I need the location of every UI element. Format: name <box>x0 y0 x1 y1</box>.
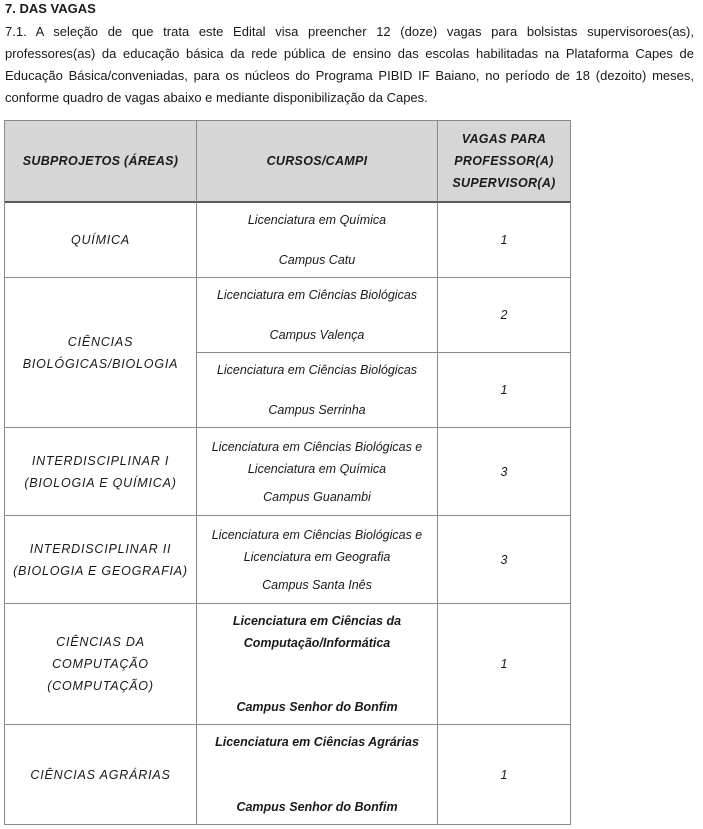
row-curso-biologia-serrinha <box>197 353 438 428</box>
campus-name: Campus Valença <box>269 328 365 342</box>
vagas-count: 3 <box>500 552 508 567</box>
row-area-line: (BIOLOGIA E GEOGRAFIA) <box>13 563 188 578</box>
row-vagas-computacao <box>438 604 571 725</box>
row-curso-interdisciplinar-1 <box>197 428 438 516</box>
campus-name: Campus Guanambi <box>263 489 371 504</box>
vagas-count: 1 <box>500 233 508 247</box>
header-area <box>5 121 197 203</box>
row-area-line: (COMPUTAÇÃO) <box>47 679 154 693</box>
campus-name: Campus Senhor do Bonfim <box>236 700 398 714</box>
row-curso-quimica <box>197 203 438 278</box>
vagas-count: 2 <box>500 308 508 322</box>
header-vagas-line-1: VAGAS PARA <box>461 132 547 146</box>
row-vagas-interdisciplinar-1 <box>438 428 571 516</box>
curso-name: Licenciatura em Ciências da <box>232 614 402 628</box>
curso-name: Licenciatura em Ciências Biológicas e <box>211 527 423 542</box>
header-vagas-line-2: PROFESSOR(A) <box>454 154 554 168</box>
campus-name: Campus Senhor do Bonfim <box>236 800 398 814</box>
row-curso-agrarias <box>197 725 438 825</box>
row-area-agrarias <box>5 725 197 825</box>
row-area-interdisciplinar-2 <box>5 516 197 604</box>
curso-name: Licenciatura em Ciências Biológicas e <box>211 439 423 454</box>
campus-name: Campus Catu <box>278 253 356 267</box>
row-area-line: CIÊNCIAS <box>67 334 134 349</box>
row-vagas-quimica <box>438 203 571 278</box>
row-area-line: CIÊNCIAS DA COMPUTAÇÃO <box>52 635 149 671</box>
campus-name: Campus Serrinha <box>268 403 366 417</box>
vagas-count: 1 <box>500 767 508 782</box>
curso-name: Licenciatura em Química <box>247 461 387 476</box>
row-curso-computacao <box>197 604 438 725</box>
header-cursos <box>197 121 438 203</box>
row-area-line: INTERDISCIPLINAR I <box>31 453 170 468</box>
curso-name: Licenciatura em Ciências Biológicas <box>216 288 418 302</box>
row-area-computacao <box>5 604 197 725</box>
curso-name: Licenciatura em Química <box>247 213 387 227</box>
row-area-biologia <box>5 278 197 428</box>
row-area-interdisciplinar-1 <box>5 428 197 516</box>
vacancies-table <box>4 120 571 825</box>
curso-name: Licenciatura em Ciências Agrárias <box>215 735 419 749</box>
vagas-count: 3 <box>500 464 508 479</box>
curso-name: Licenciatura em Geografia <box>243 549 391 564</box>
row-area-quimica <box>5 203 197 278</box>
row-curso-interdisciplinar-2 <box>197 516 438 604</box>
curso-name: Computação/Informática <box>243 636 391 650</box>
header-vagas-line-3: SUPERVISOR(A) <box>452 176 556 190</box>
section-title: 7. DAS VAGAS <box>5 1 96 16</box>
row-area-line: (BIOLOGIA E QUÍMICA) <box>24 475 177 490</box>
row-vagas-biologia-valenca <box>438 278 571 353</box>
vagas-count: 1 <box>500 657 508 671</box>
row-area-line: CIÊNCIAS AGRÁRIAS <box>30 767 171 782</box>
row-area-line: INTERDISCIPLINAR II <box>29 541 172 556</box>
vagas-count: 1 <box>500 383 508 397</box>
header-vagas <box>438 121 571 203</box>
campus-name: Campus Santa Inês <box>262 577 372 592</box>
header-area-label: SUBPROJETOS (ÁREAS) <box>22 154 179 168</box>
row-vagas-interdisciplinar-2 <box>438 516 571 604</box>
row-area-line: BIOLÓGICAS/BIOLOGIA <box>22 356 179 371</box>
row-area-line: QUÍMICA <box>70 233 131 247</box>
row-vagas-biologia-serrinha <box>438 353 571 428</box>
header-cursos-label: CURSOS/CAMPI <box>266 154 368 168</box>
row-curso-biologia-valenca <box>197 278 438 353</box>
curso-name: Licenciatura em Ciências Biológicas <box>216 363 418 377</box>
row-vagas-agrarias <box>438 725 571 825</box>
intro-paragraph: 7.1. A seleção de que trata este Edital visa preencher 12 (doze) vagas para bolsistas supervisoroes(as), professores(as) da educação básica da rede pública de ensino das escolas habilitadas na Plataforma Capes de Educação Básica/conveniadas, para os núcleos do Programa PIBID IF Baiano, no período de 18 (dezoito) meses, conforme quadro de vagas abaixo e mediante disponibilização da Capes. <box>5 24 694 105</box>
